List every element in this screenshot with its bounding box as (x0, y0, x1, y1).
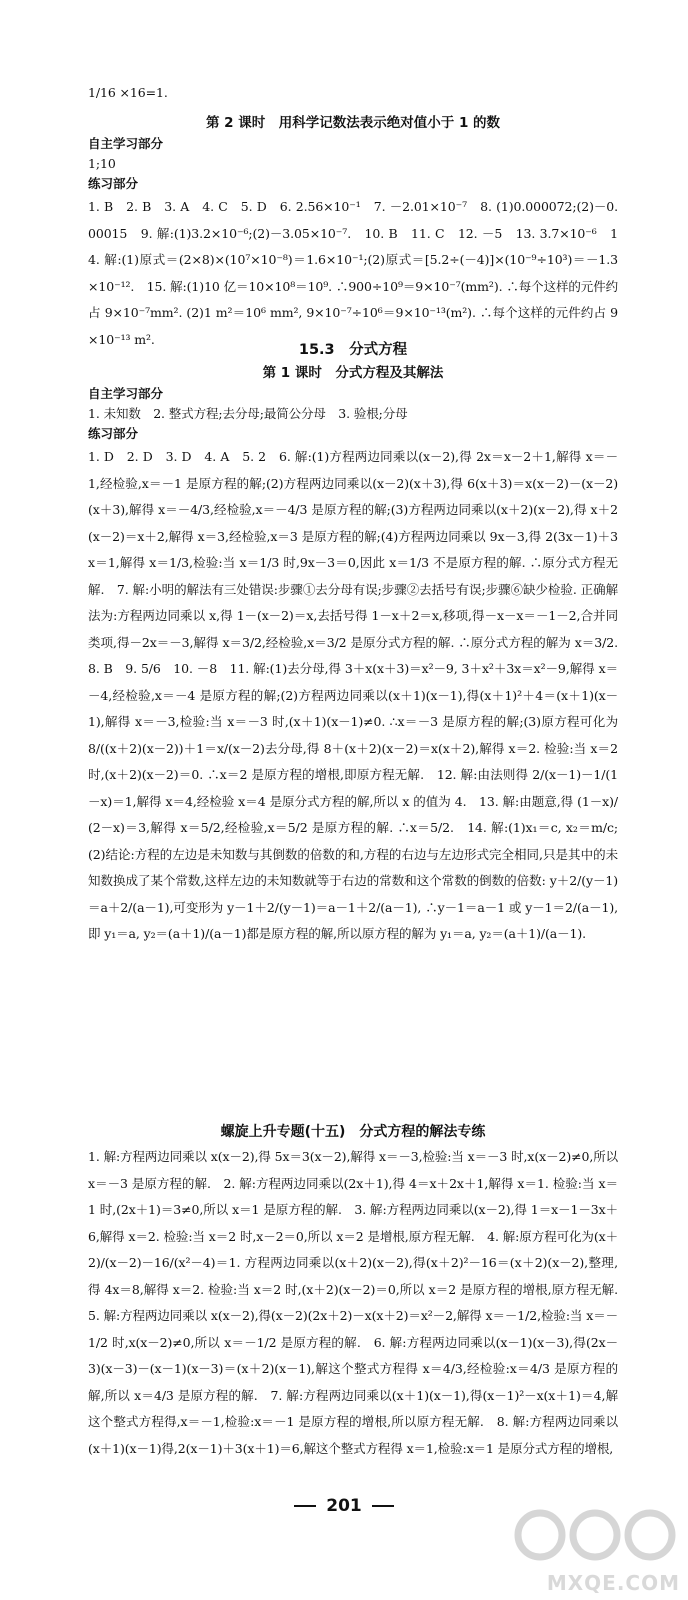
lesson2-self-study-label: 自主学习部分 (88, 136, 164, 151)
lesson2-practice-label: 练习部分 (88, 176, 139, 191)
watermark (510, 1505, 680, 1595)
lesson2-block (88, 112, 618, 353)
watermark-url: MXQE.COM (546, 1571, 680, 1595)
page-number-value: 201 (326, 1496, 362, 1516)
section-self-study-answer: 1. 未知数 2. 整式方程;去分母;最简公分母 3. 验根;分母 (88, 406, 408, 421)
page-number-dash-right (372, 1505, 394, 1507)
section-practice-text: 1. D 2. D 3. D 4. A 5. 2 6. 解:(1)方程两边同乘以(x－2),得 2x＝x－2＋1,解得 x＝－1,经检验,x＝－1 是原方程的解;(2)方程两边同乘以(x－2)(x＋3),得 6(x＋3)＝x(x－2)－(x－2)(x＋3),解得 x＝－4/3,经检验,x＝－4/3 是原方程的解;(3)方程两边同乘以(x＋2)(x－2),得 x＋2(x－2)＝x＋2,解得 x＝3,经检验,x＝3 是原方程的解;(4)方程两边同乘以 9x－3,得 2(3x－1)＋3x＝1,解得 x＝1/3,检验:当 x＝1/3 时,9x－3＝0,因此 x＝1/3 不是原方程的解. ∴原分式方程无解. 7. 解:小明的解法有三处错误:步骤①去分母有误;步骤②去括号有误;步骤⑥缺少检验. 正确解法为:方程两边同乘以 x,得 1－(x－2)＝x,去括号得 1－x＋2＝x,移项,得－x－x＝－1－2,合并同类项,得－2x＝－3,解得 x＝3/2,经检验,x＝3/2 是原分式方程的解. ∴原分式方程的解为 x＝3/2. 8. B 9. 5/6 10. －8 11. 解:(1)去分母,得 3＋x(x＋3)＝x²－9, 3＋x²＋3x＝x²－9,解得 x＝－4,经检验,x＝－4 是原方程的解;(2)方程两边同乘以(x＋1)(x－1),得(x＋1)²＋4＝(x＋1)(x－1),解得 x＝－3,检验:当 x＝－3 时,(x＋1)(x－1)≠0. ∴x＝－3 是原方程的解;(3)原方程可化为 8/((x＋2)(x－2))＋1＝x/(x－2)去分母,得 8＋(x＋2)(x－2)＝x(x＋2),解得 x＝2. 检验:当 x＝2 时,(x＋2)(x－2)＝0. ∴x＝2 是原方程的增根,即原方程无解. 12. 解:由法则得 2/(x－1)－1/(1－x)＝1,解得 x＝4,经检验 x＝4 是原分式方程的解,所以 x 的值为 4. 13. 解:由题意,得 (1－x)/(2－x)＝3,解得 x＝5/2,经检验,x＝5/2 是原方程的解. ∴x＝5/2. 14. 解:(1)x₁＝c, x₂＝m/c;(2)结论:方程的左边是未知数与其倒数的倍数的和,方程的右边与左边形式完全相同,只是其中的未知数换成了某个常数,这样左边的未知数就等于右边的常数和这个常数的倒数的倍数: y＋2/(y－1)＝a＋2/(a－1),可变形为 y－1＋2/(y－1)＝a－1＋2/(a－1), ∴y－1＝a－1 或 y－1＝2/(a－1),即 y₁＝a, y₂＝(a＋1)/(a－1)都是原方程的解,所以原方程的解为 y₁＝a, y₂＝(a＋1)/(a－1). (88, 449, 631, 941)
section-15-3-block (88, 338, 631, 948)
section-practice-label: 练习部分 (88, 426, 139, 441)
top-line: 1/16 ×16=1. (88, 85, 168, 100)
top-line-block (88, 80, 618, 107)
watermark-logo-icon (510, 1505, 680, 1565)
special-topic-block (88, 1120, 631, 1462)
special-text: 1. 解:方程两边同乘以 x(x－2),得 5x＝3(x－2),解得 x＝－3,检验:当 x＝－3 时,x(x－2)≠0,所以 x＝－3 是原方程的解. 2. 解:方程两边同乘以(2x＋1),得 4＝x＋2x＋1,解得 x＝1. 检验:当 x＝1 时,(2x＋1)＝3≠0,所以 x＝1 是原方程的解. 3. 解:方程两边同乘以(x－2),得 1＝x－1－3x＋6,解得 x＝2. 检验:当 x＝2 时,x－2＝0,所以 x＝2 是增根,原方程无解. 4. 解:原方程可化为(x＋2)/(x－2)－16/(x²－4)＝1. 方程两边同乘以(x＋2)(x－2),得(x＋2)²－16＝(x＋2)(x－2),整理,得 4x＝8,解得 x＝2. 检验:当 x＝2 时,(x＋2)(x－2)＝0,所以 x＝2 是原方程的增根,原方程无解. 5. 解:方程两边同乘以 x(x－2),得(x－2)(2x＋2)－x(x＋2)＝x²－2,解得 x＝－1/2,检验:当 x＝－1/2 时,x(x－2)≠0,所以 x＝－1/2 是原方程的解. 6. 解:方程两边同乘以(x－1)(x－3),得(2x－3)(x－3)－(x－1)(x－3)＝(x＋2)(x－1),解这个整式方程得 x＝4/3,经检验:x＝4/3 是原方程的解,所以 x＝4/3 是原方程的解. 7. 解:方程两边同乘以(x＋1)(x－1),得(x－1)²－x(x＋1)＝4,解这个整式方程得,x＝－1,检验:x＝－1 是原方程的增根,所以原方程无解. 8. 解:方程两边同乘以(x＋1)(x－1)得,2(x－1)＋3(x＋1)＝6,解这个整式方程得 x＝1,检验:x＝1 是原分式方程的增根, (88, 1149, 631, 1456)
special-title: 螺旋上升专题(十五) 分式方程的解法专练 (220, 1124, 486, 1140)
page-number-dash-left (294, 1505, 316, 1507)
section-lesson1-title: 第 1 课时 分式方程及其解法 (262, 365, 444, 381)
lesson2-self-study-answer: 1;10 (88, 156, 116, 171)
section-title: 15.3 分式方程 (298, 342, 408, 358)
section-self-study-label: 自主学习部分 (88, 386, 164, 401)
lesson2-practice-text: 1. B 2. B 3. A 4. C 5. D 6. 2.56×10⁻¹ 7. －2.01×10⁻⁷ 8. (1)0.000072;(2)－0.00015 9. 解:(1)3.2×10⁻⁶;(2)－3.05×10⁻⁷. 10. B 11. C 12. －5 13. 3.7×10⁻⁶ 14. 解:(1)原式＝(2×8)×(10⁷×10⁻⁸)＝1.6×10⁻¹;(2)原式＝[5.2÷(－4)]×(10⁻⁹÷10³)＝－1.3×10⁻¹². 15. 解:(1)10 亿＝10×10⁸＝10⁹. ∴900÷10⁹＝9×10⁻⁷(mm²). ∴每个这样的元件约占 9×10⁻⁷mm². (2)1 m²＝10⁶ mm², 9×10⁻⁷÷10⁶＝9×10⁻¹³(m²). ∴每个这样的元件约占 9×10⁻¹³ m². (88, 199, 618, 347)
lesson2-title: 第 2 课时 用科学记数法表示绝对值小于 1 的数 (205, 115, 501, 131)
